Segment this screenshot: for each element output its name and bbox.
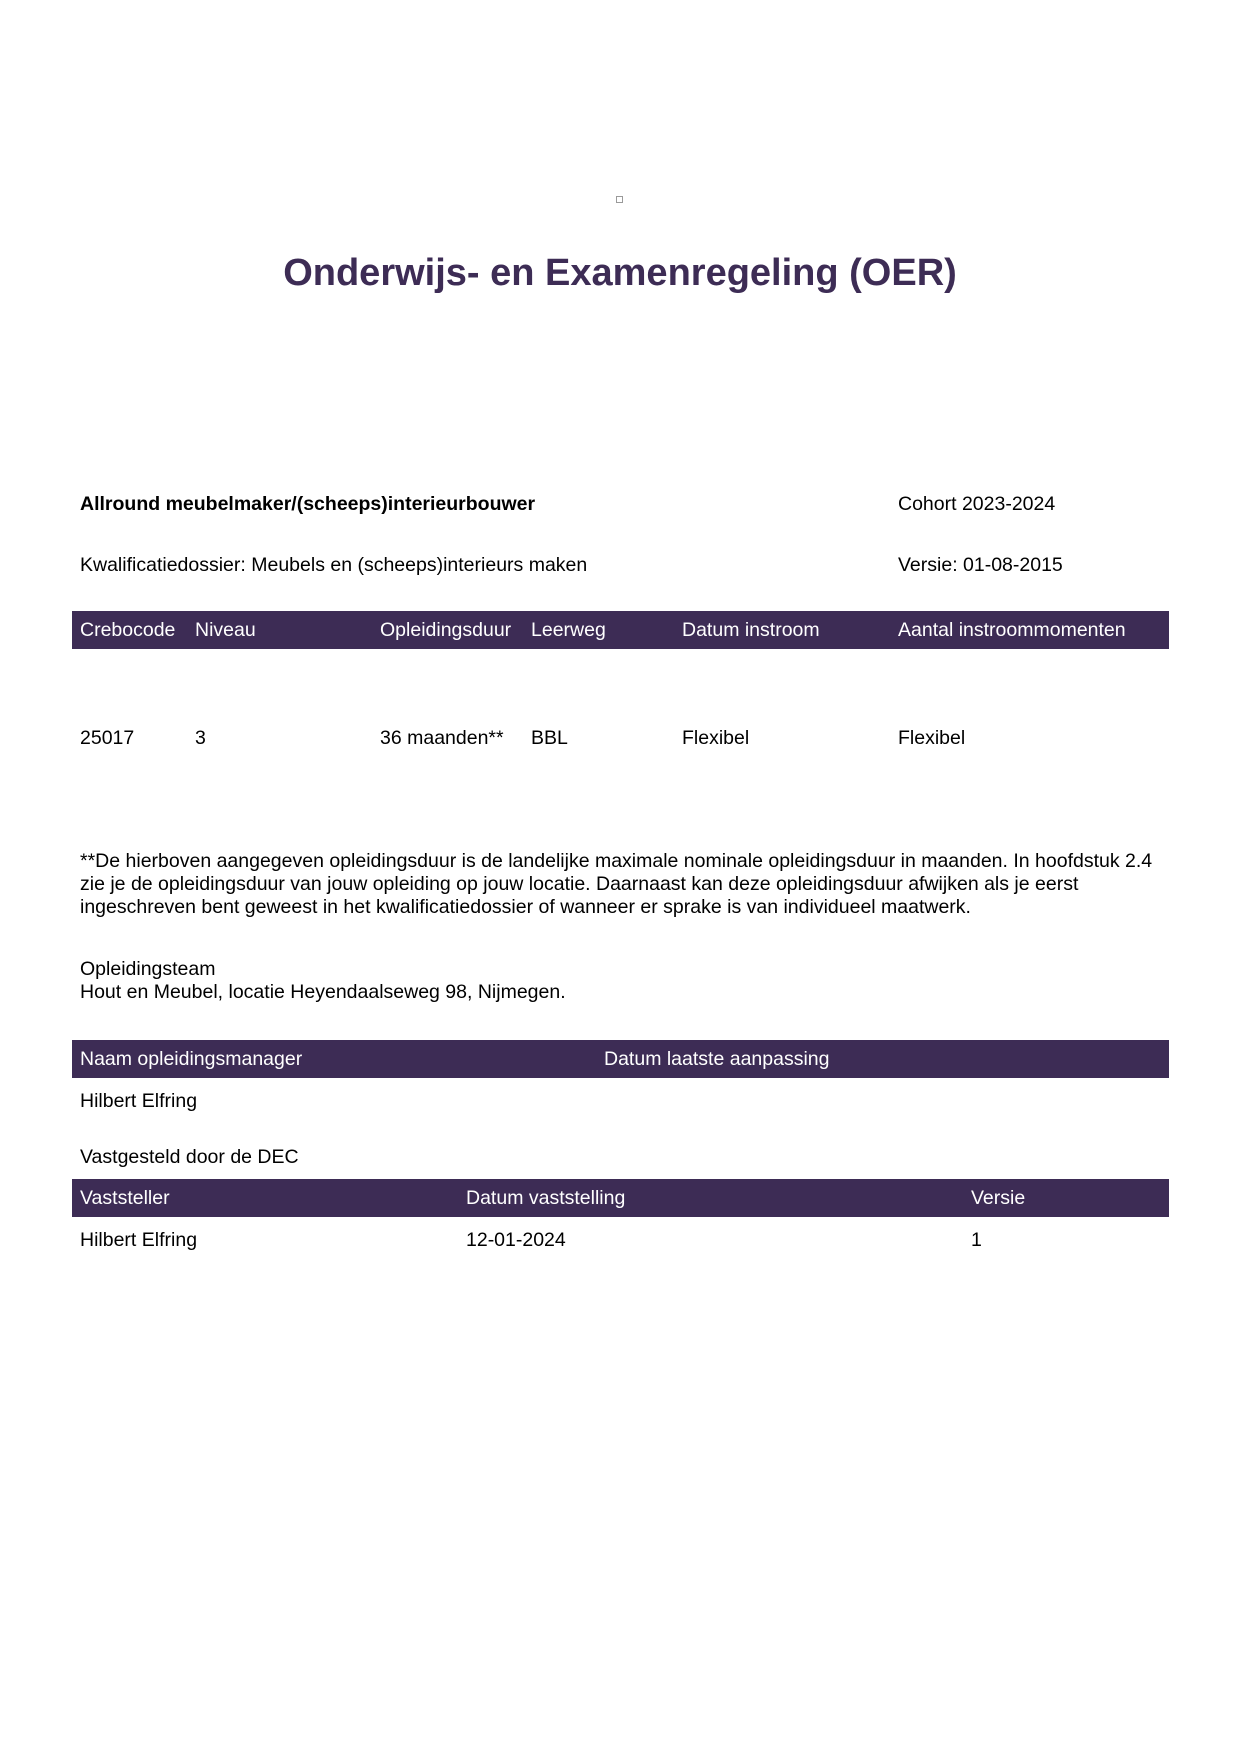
approval-table-row xyxy=(72,1229,1169,1253)
document-title: Onderwijs- en Examenregeling (OER) xyxy=(283,252,957,294)
logo-placeholder-icon xyxy=(616,196,623,203)
header-aantal-instroommomenten: Aantal instroommomenten xyxy=(898,619,1126,641)
qualification-file: Kwalificatiedossier: Meubels en (scheeps)interieurs maken xyxy=(80,554,588,576)
program-table-row xyxy=(72,727,1169,751)
program-name: Allround meubelmaker/(scheeps)interieurbouwer xyxy=(80,493,536,515)
approval-table-header xyxy=(72,1179,1169,1217)
header-datum-instroom: Datum instroom xyxy=(682,619,820,641)
cell-vaststeller: Hilbert Elfring xyxy=(80,1229,198,1251)
cohort: Cohort 2023-2024 xyxy=(898,493,1056,515)
header-opleidingsduur: Opleidingsduur xyxy=(380,619,512,641)
cell-niveau: 3 xyxy=(195,727,206,749)
cell-aantal-instroommomenten: Flexibel xyxy=(898,727,966,749)
header-niveau: Niveau xyxy=(195,619,256,641)
header-versie: Versie xyxy=(971,1187,1026,1209)
manager-name: Hilbert Elfring xyxy=(80,1090,198,1112)
cell-versie: 1 xyxy=(971,1229,982,1251)
program-table-header xyxy=(72,611,1169,649)
header-crebocode: Crebocode xyxy=(80,619,176,641)
header-datum-laatste-aanpassing: Datum laatste aanpassing xyxy=(604,1048,830,1070)
cell-crebocode: 25017 xyxy=(80,727,135,749)
header-vaststeller: Vaststeller xyxy=(80,1187,170,1209)
dec-label: Vastgesteld door de DEC xyxy=(80,1146,299,1168)
team-location: Hout en Meubel, locatie Heyendaalseweg 98, Nijmegen. xyxy=(80,981,566,1003)
cell-leerweg: BBL xyxy=(531,727,568,749)
header-datum-vaststelling: Datum vaststelling xyxy=(466,1187,626,1209)
cell-opleidingsduur: 36 maanden** xyxy=(380,727,504,749)
team-label: Opleidingsteam xyxy=(80,958,216,980)
version-label: Versie: 01-08-2015 xyxy=(898,554,1063,576)
cell-datum-vaststelling: 12-01-2024 xyxy=(466,1229,566,1251)
header-naam-opleidingsmanager: Naam opleidingsmanager xyxy=(80,1048,303,1070)
cell-datum-instroom: Flexibel xyxy=(682,727,750,749)
manager-table-header xyxy=(72,1040,1169,1078)
footnote: **De hierboven aangegeven opleidingsduur is de landelijke maximale nominale opleidingsduur in maanden. In hoofdstuk 2.4 zie je de opleidingsduur van jouw opleiding op jouw locatie. Daarnaast kan deze opleidingsduur afwijken als je eerst ingeschreven bent geweest in het kwalificatiedossier of wanneer er sprake is van individueel maatwerk. xyxy=(80,850,1153,918)
header-leerweg: Leerweg xyxy=(531,619,606,641)
